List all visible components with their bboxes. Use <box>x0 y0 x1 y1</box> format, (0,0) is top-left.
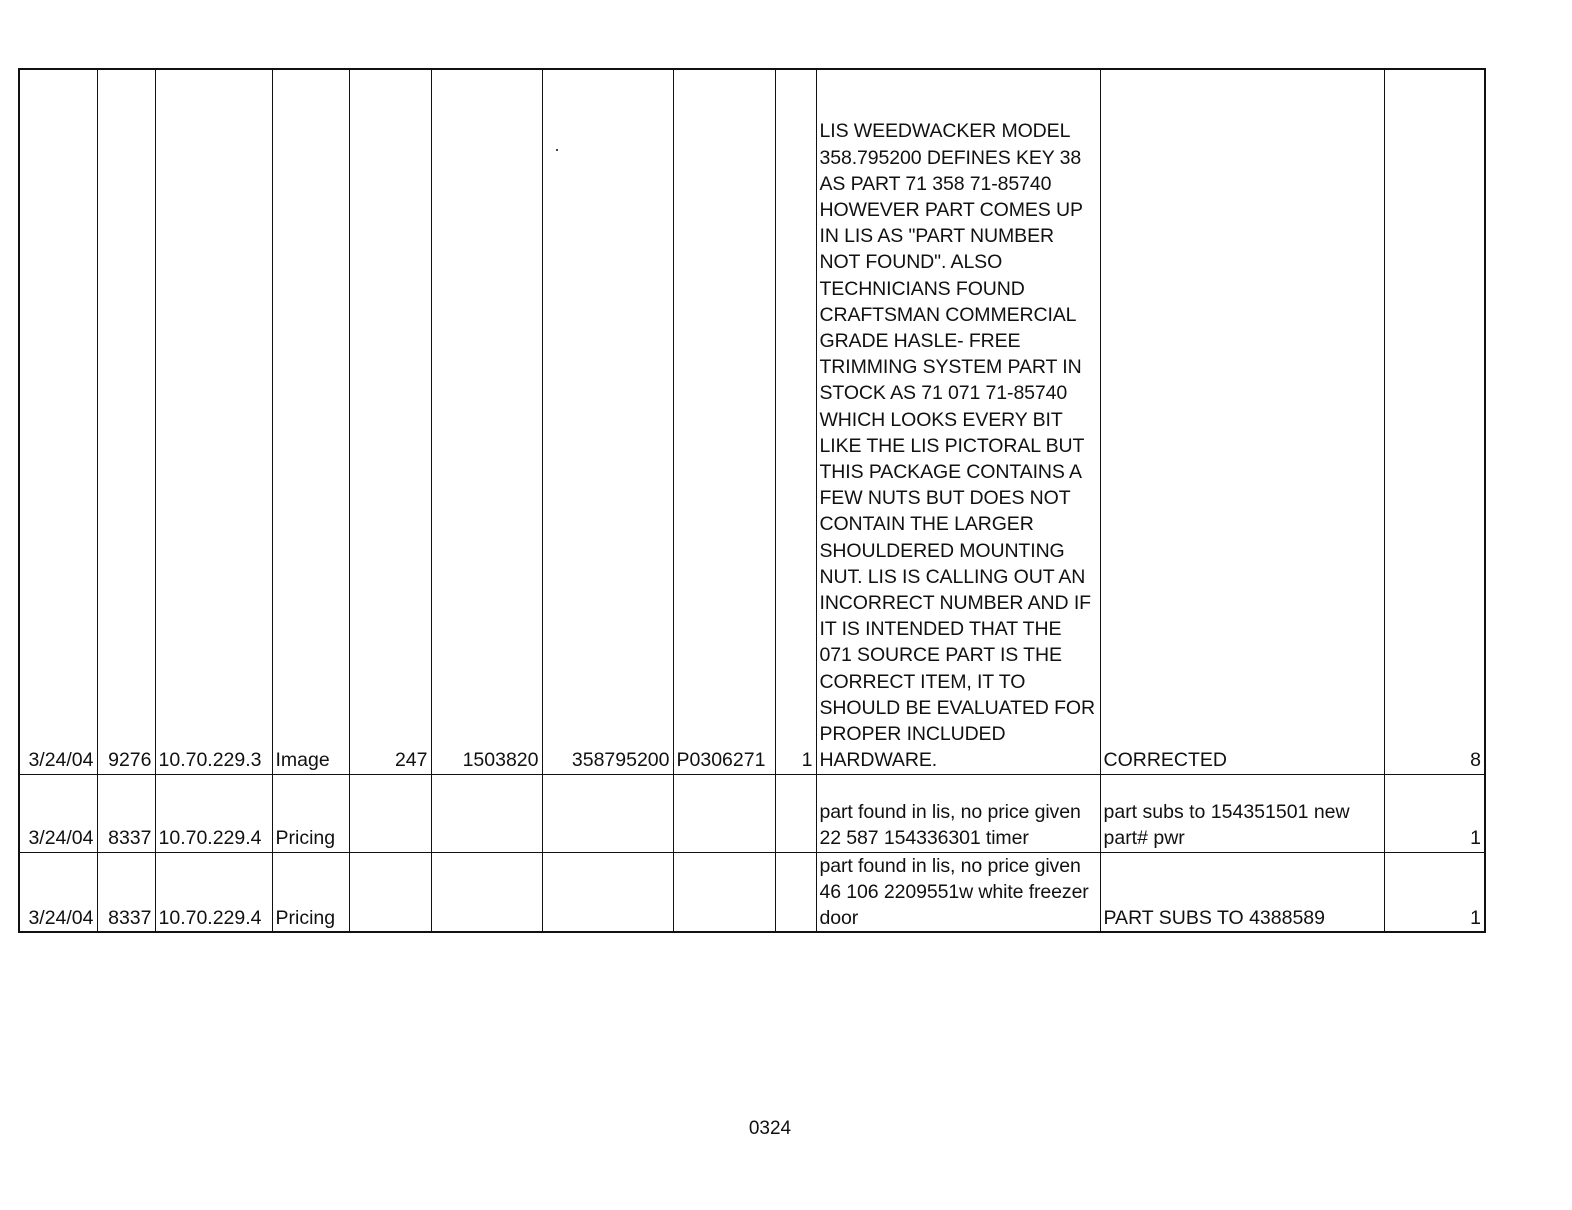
table-row <box>19 69 1485 774</box>
col6-cell <box>431 774 542 852</box>
col5-cell <box>349 852 431 932</box>
date-cell: 3/24/04 <box>19 774 97 852</box>
count-cell: 8 <box>1384 69 1485 774</box>
id-cell: 9276 <box>97 69 155 774</box>
date-cell: 3/24/04 <box>19 852 97 932</box>
table-row <box>19 774 1485 852</box>
qty-cell <box>775 852 816 932</box>
resolution-cell: PART SUBS TO 4388589 <box>1100 852 1384 932</box>
code-cell: P0306271 <box>673 69 775 774</box>
resolution-cell: CORRECTED <box>1100 69 1384 774</box>
issue-log-table <box>18 68 1486 933</box>
qty-cell <box>775 774 816 852</box>
resolution-cell: part subs to 154351501 new part# pwr <box>1100 774 1384 852</box>
type-cell: Pricing <box>272 852 349 932</box>
id-cell: 8337 <box>97 774 155 852</box>
date-cell: 3/24/04 <box>19 69 97 774</box>
description-cell: LIS WEEDWACKER MODEL 358.795200 DEFINES KEY 38 AS PART 71 358 71-85740 HOWEVER PART COMES UP IN LIS AS "PART NUMBER NOT FOUND". ALSO TECHNICIANS FOUND CRAFTSMAN COMMERCIAL GRADE HASLE- FREE TRIMMING SYSTEM PART IN STOCK AS 71 071 71-85740 WHICH LOOKS EVERY BIT LIKE THE LIS PICTORAL BUT THIS PACKAGE CONTAINS A FEW NUTS BUT DOES NOT CONTAIN THE LARGER SHOULDERED MOUNTING NUT. LIS IS CALLING OUT AN INCORRECT NUMBER AND IF IT IS INTENDED THAT THE 071 SOURCE PART IS THE CORRECT ITEM, IT TO SHOULD BE EVALUATED FOR PROPER INCLUDED HARDWARE. <box>816 69 1100 774</box>
model-cell <box>542 852 673 932</box>
page-number: 0324 <box>748 1118 792 1139</box>
ip-cell: 10.70.229.4 <box>155 852 272 932</box>
table-row <box>19 852 1485 932</box>
type-cell: Pricing <box>272 774 349 852</box>
id-cell: 8337 <box>97 852 155 932</box>
col6-cell: 1503820 <box>431 69 542 774</box>
code-cell <box>673 774 775 852</box>
col5-cell <box>349 774 431 852</box>
ip-cell: 10.70.229.3 <box>155 69 272 774</box>
description-cell: part found in lis, no price given 22 587 154336301 timer <box>816 774 1100 852</box>
col6-cell <box>431 852 542 932</box>
code-cell <box>673 852 775 932</box>
model-cell: 358795200 <box>542 69 673 774</box>
description-cell: part found in lis, no price given 46 106 2209551w white freezer door <box>816 852 1100 932</box>
count-cell: 1 <box>1384 774 1485 852</box>
model-cell <box>542 774 673 852</box>
qty-cell: 1 <box>775 69 816 774</box>
ip-cell: 10.70.229.4 <box>155 774 272 852</box>
type-cell: Image <box>272 69 349 774</box>
col5-cell: 247 <box>349 69 431 774</box>
count-cell: 1 <box>1384 852 1485 932</box>
